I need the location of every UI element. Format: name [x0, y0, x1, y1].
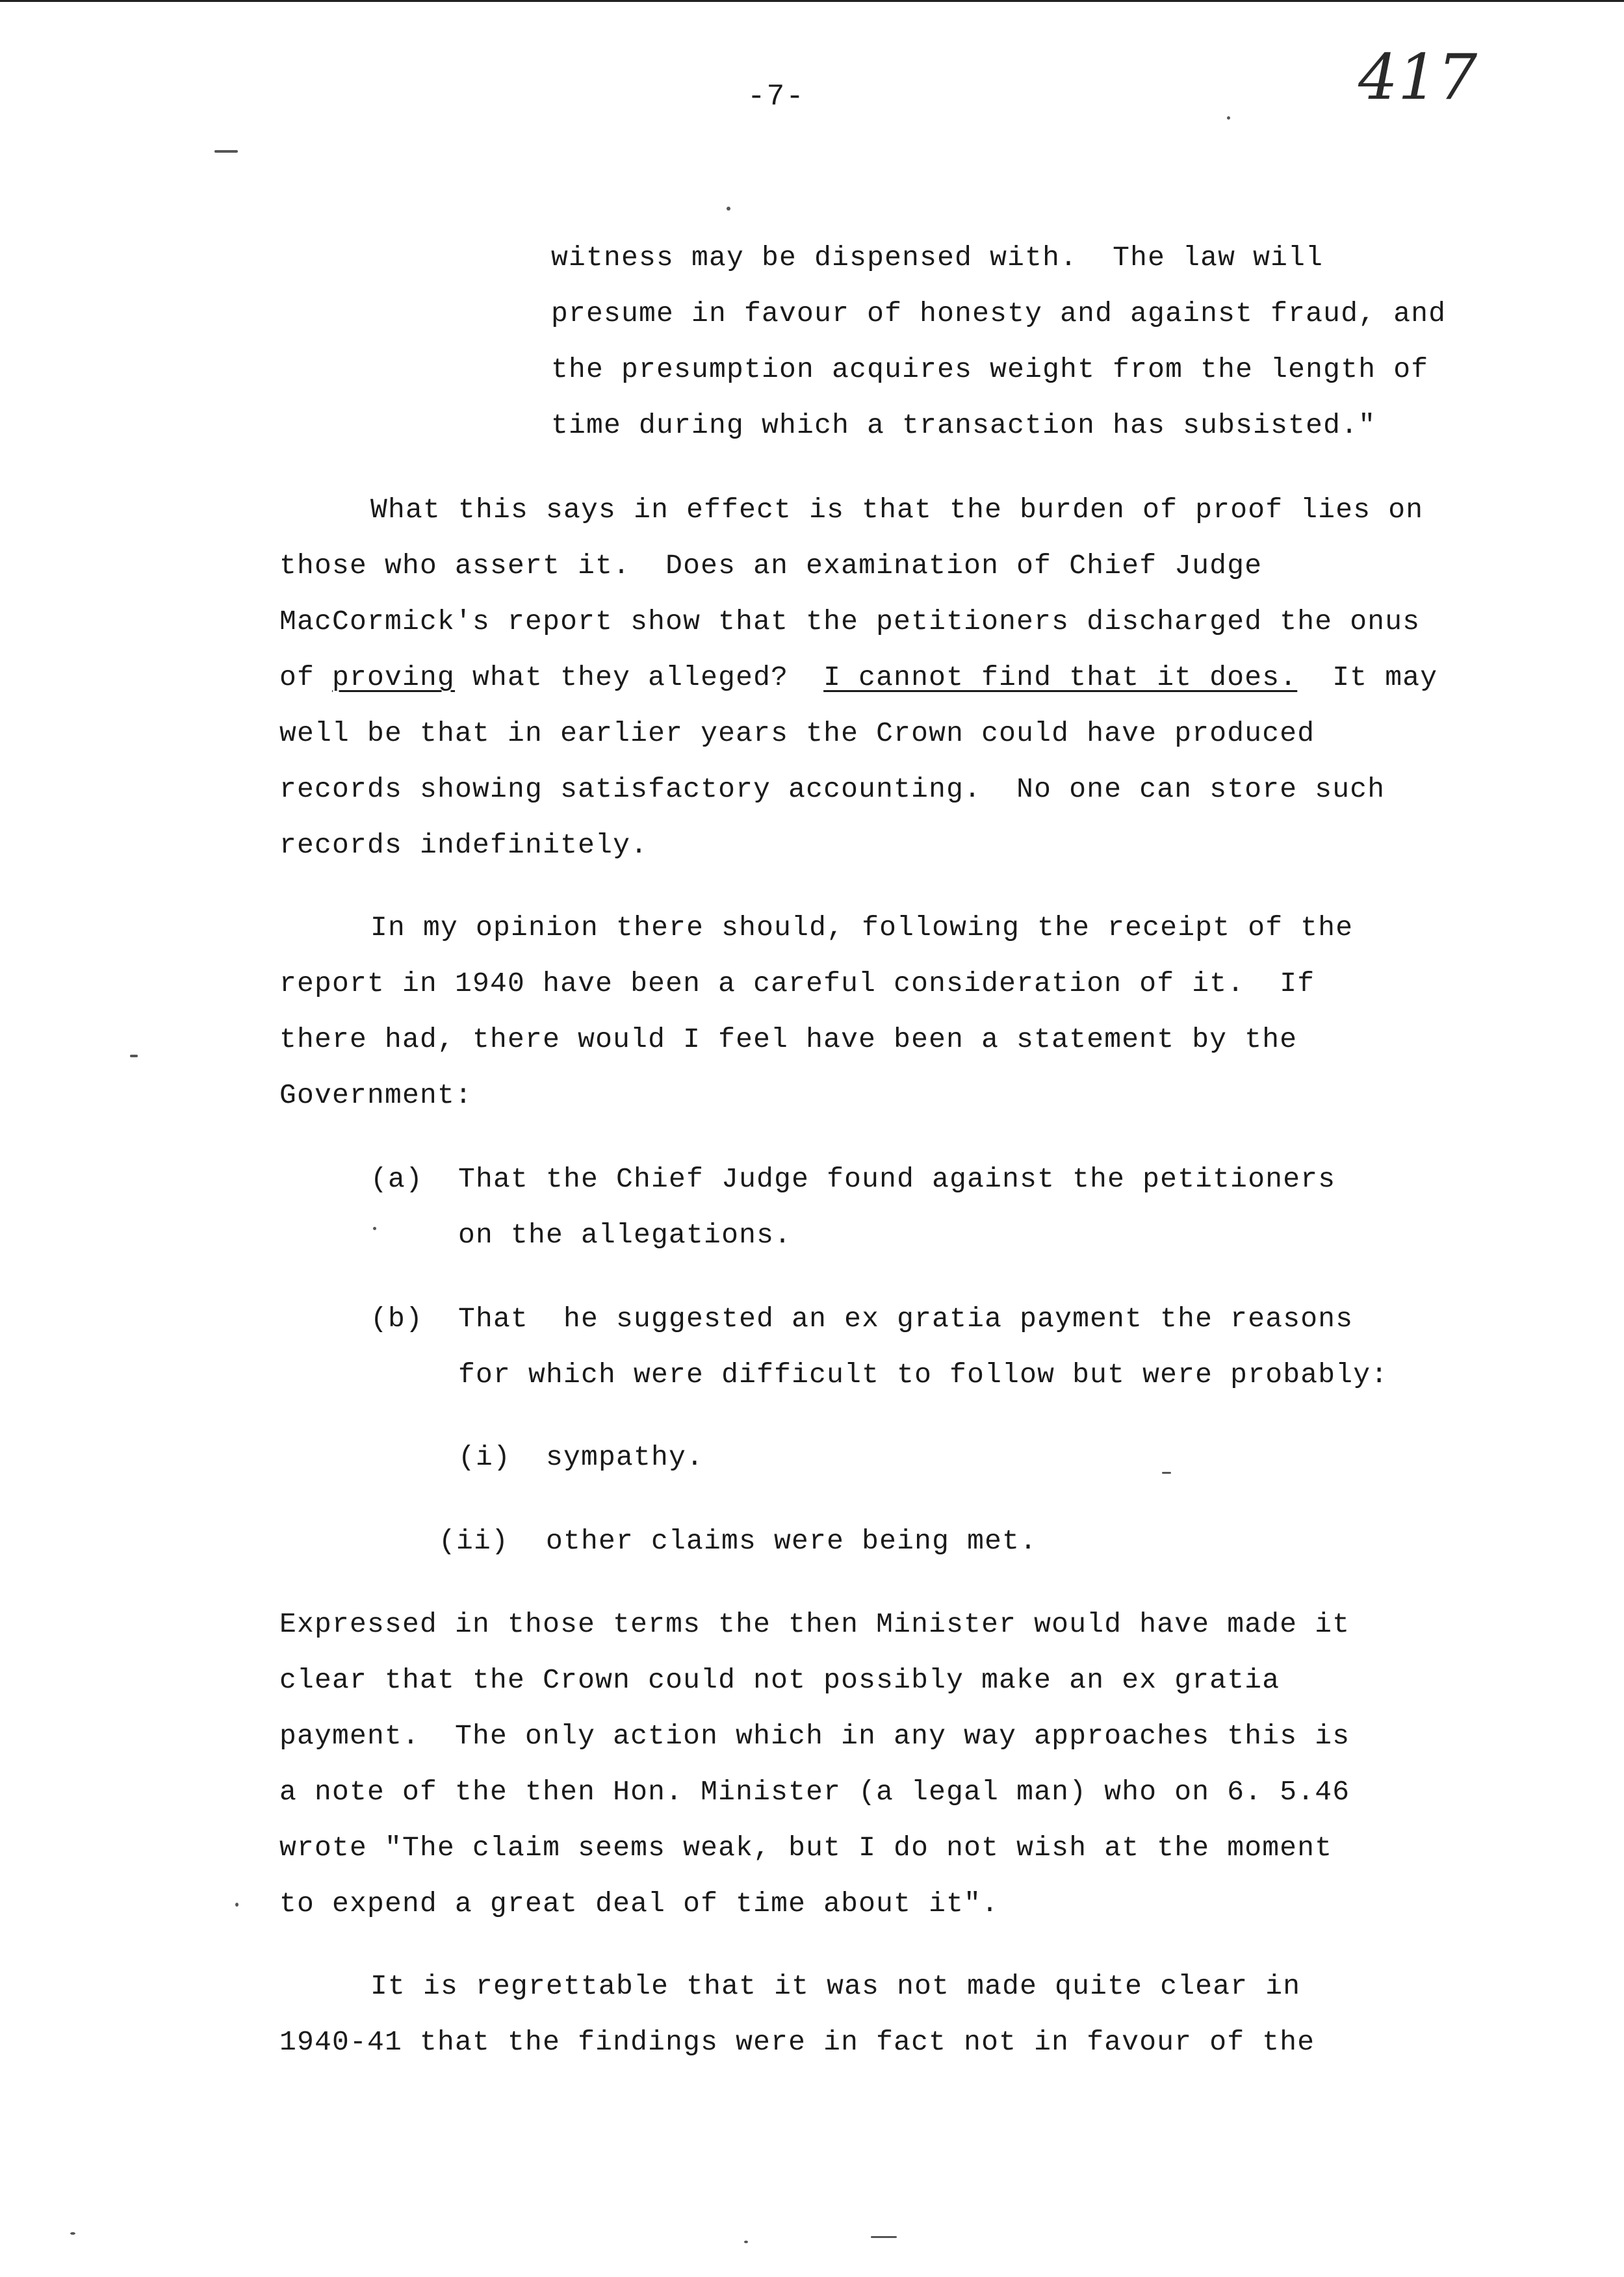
list-label-b: (b) [370, 1303, 424, 1335]
para1-line-4 [279, 663, 1437, 691]
list-label-a: (a) [370, 1163, 424, 1195]
scan-speck [744, 2241, 748, 2243]
para1-line-4-middle: what they alleged? [455, 662, 824, 693]
list-b-line-1: That he suggested an ex gratia payment the reasons [458, 1303, 1354, 1335]
scan-speck [70, 2232, 75, 2235]
scan-mark [214, 150, 238, 153]
list-b-line-2: for which were difficult to follow but were probably: [458, 1359, 1389, 1391]
para3-line-6: to expend a great deal of time about it". [279, 1888, 999, 1920]
para3-line-3: payment. The only action which in any way approaches this is [279, 1720, 1350, 1752]
para3-line-1: Expressed in those terms the then Minister would have made it [279, 1608, 1350, 1640]
para2-line-2: report in 1940 have been a careful consideration of it. If [279, 968, 1315, 999]
para3-line-4: a note of the then Hon. Minister (a legal man) who on 6. 5.46 [279, 1776, 1350, 1808]
para2-line-1: In my opinion there should, following the receipt of the [370, 912, 1354, 944]
scan-mark [1162, 1472, 1171, 1474]
para4-line-2: 1940-41 that the findings were in fact not in favour of the [279, 2026, 1315, 2058]
sublist-label-i: (i) [458, 1441, 511, 1473]
scan-speck [235, 1903, 238, 1907]
list-a-line-2: on the allegations. [458, 1219, 792, 1251]
scan-speck [373, 1227, 376, 1230]
underlined-phrase: I cannot find that it does. [823, 662, 1298, 693]
sublist-i-text: sympathy. [546, 1441, 704, 1473]
para3-line-5: wrote "The claim seems weak, but I do not wish at the moment [279, 1832, 1333, 1864]
para1-line-1: What this says in effect is that the burden of proof lies on [370, 494, 1424, 526]
para2-line-4: Government: [279, 1079, 473, 1111]
page-number: -7- [747, 80, 805, 114]
para1-line-3: MacCormick's report show that the petitioners discharged the onus [279, 606, 1421, 637]
quote-line-3: the presumption acquires weight from the length of [551, 354, 1429, 385]
scan-mark [130, 1055, 138, 1057]
para1-line-6: records showing satisfactory accounting. No one can store such [279, 773, 1386, 805]
para3-line-2: clear that the Crown could not possibly make an ex gratia [279, 1664, 1280, 1696]
para4-line-1: It is regrettable that it was not made quite clear in [370, 1970, 1301, 2002]
underlined-word-proving: proving [332, 662, 456, 693]
quote-line-1: witness may be dispensed with. The law will [551, 242, 1324, 274]
scan-speck [727, 207, 730, 211]
para1-line-2: those who assert it. Does an examination of Chief Judge [279, 550, 1263, 582]
para1-line-4-end: It may [1297, 662, 1438, 693]
quote-line-4: time during which a transaction has subsisted." [551, 409, 1376, 441]
para1-line-7: records indefinitely. [279, 829, 649, 861]
sublist-label-ii: (ii) [439, 1525, 509, 1557]
para1-line-5: well be that in earlier years the Crown could have produced [279, 717, 1315, 749]
handwritten-folio-number: 417 [1358, 41, 1478, 114]
quote-line-2: presume in favour of honesty and against fraud, and [551, 298, 1447, 329]
para2-line-3: there had, there would I feel have been a statement by the [279, 1023, 1298, 1055]
list-a-line-1: That the Chief Judge found against the petitioners [458, 1163, 1336, 1195]
scan-speck [1227, 116, 1230, 120]
scan-mark [871, 2236, 897, 2238]
para1-line-4-start: of [279, 662, 333, 693]
sublist-ii-text: other claims were being met. [546, 1525, 1038, 1557]
